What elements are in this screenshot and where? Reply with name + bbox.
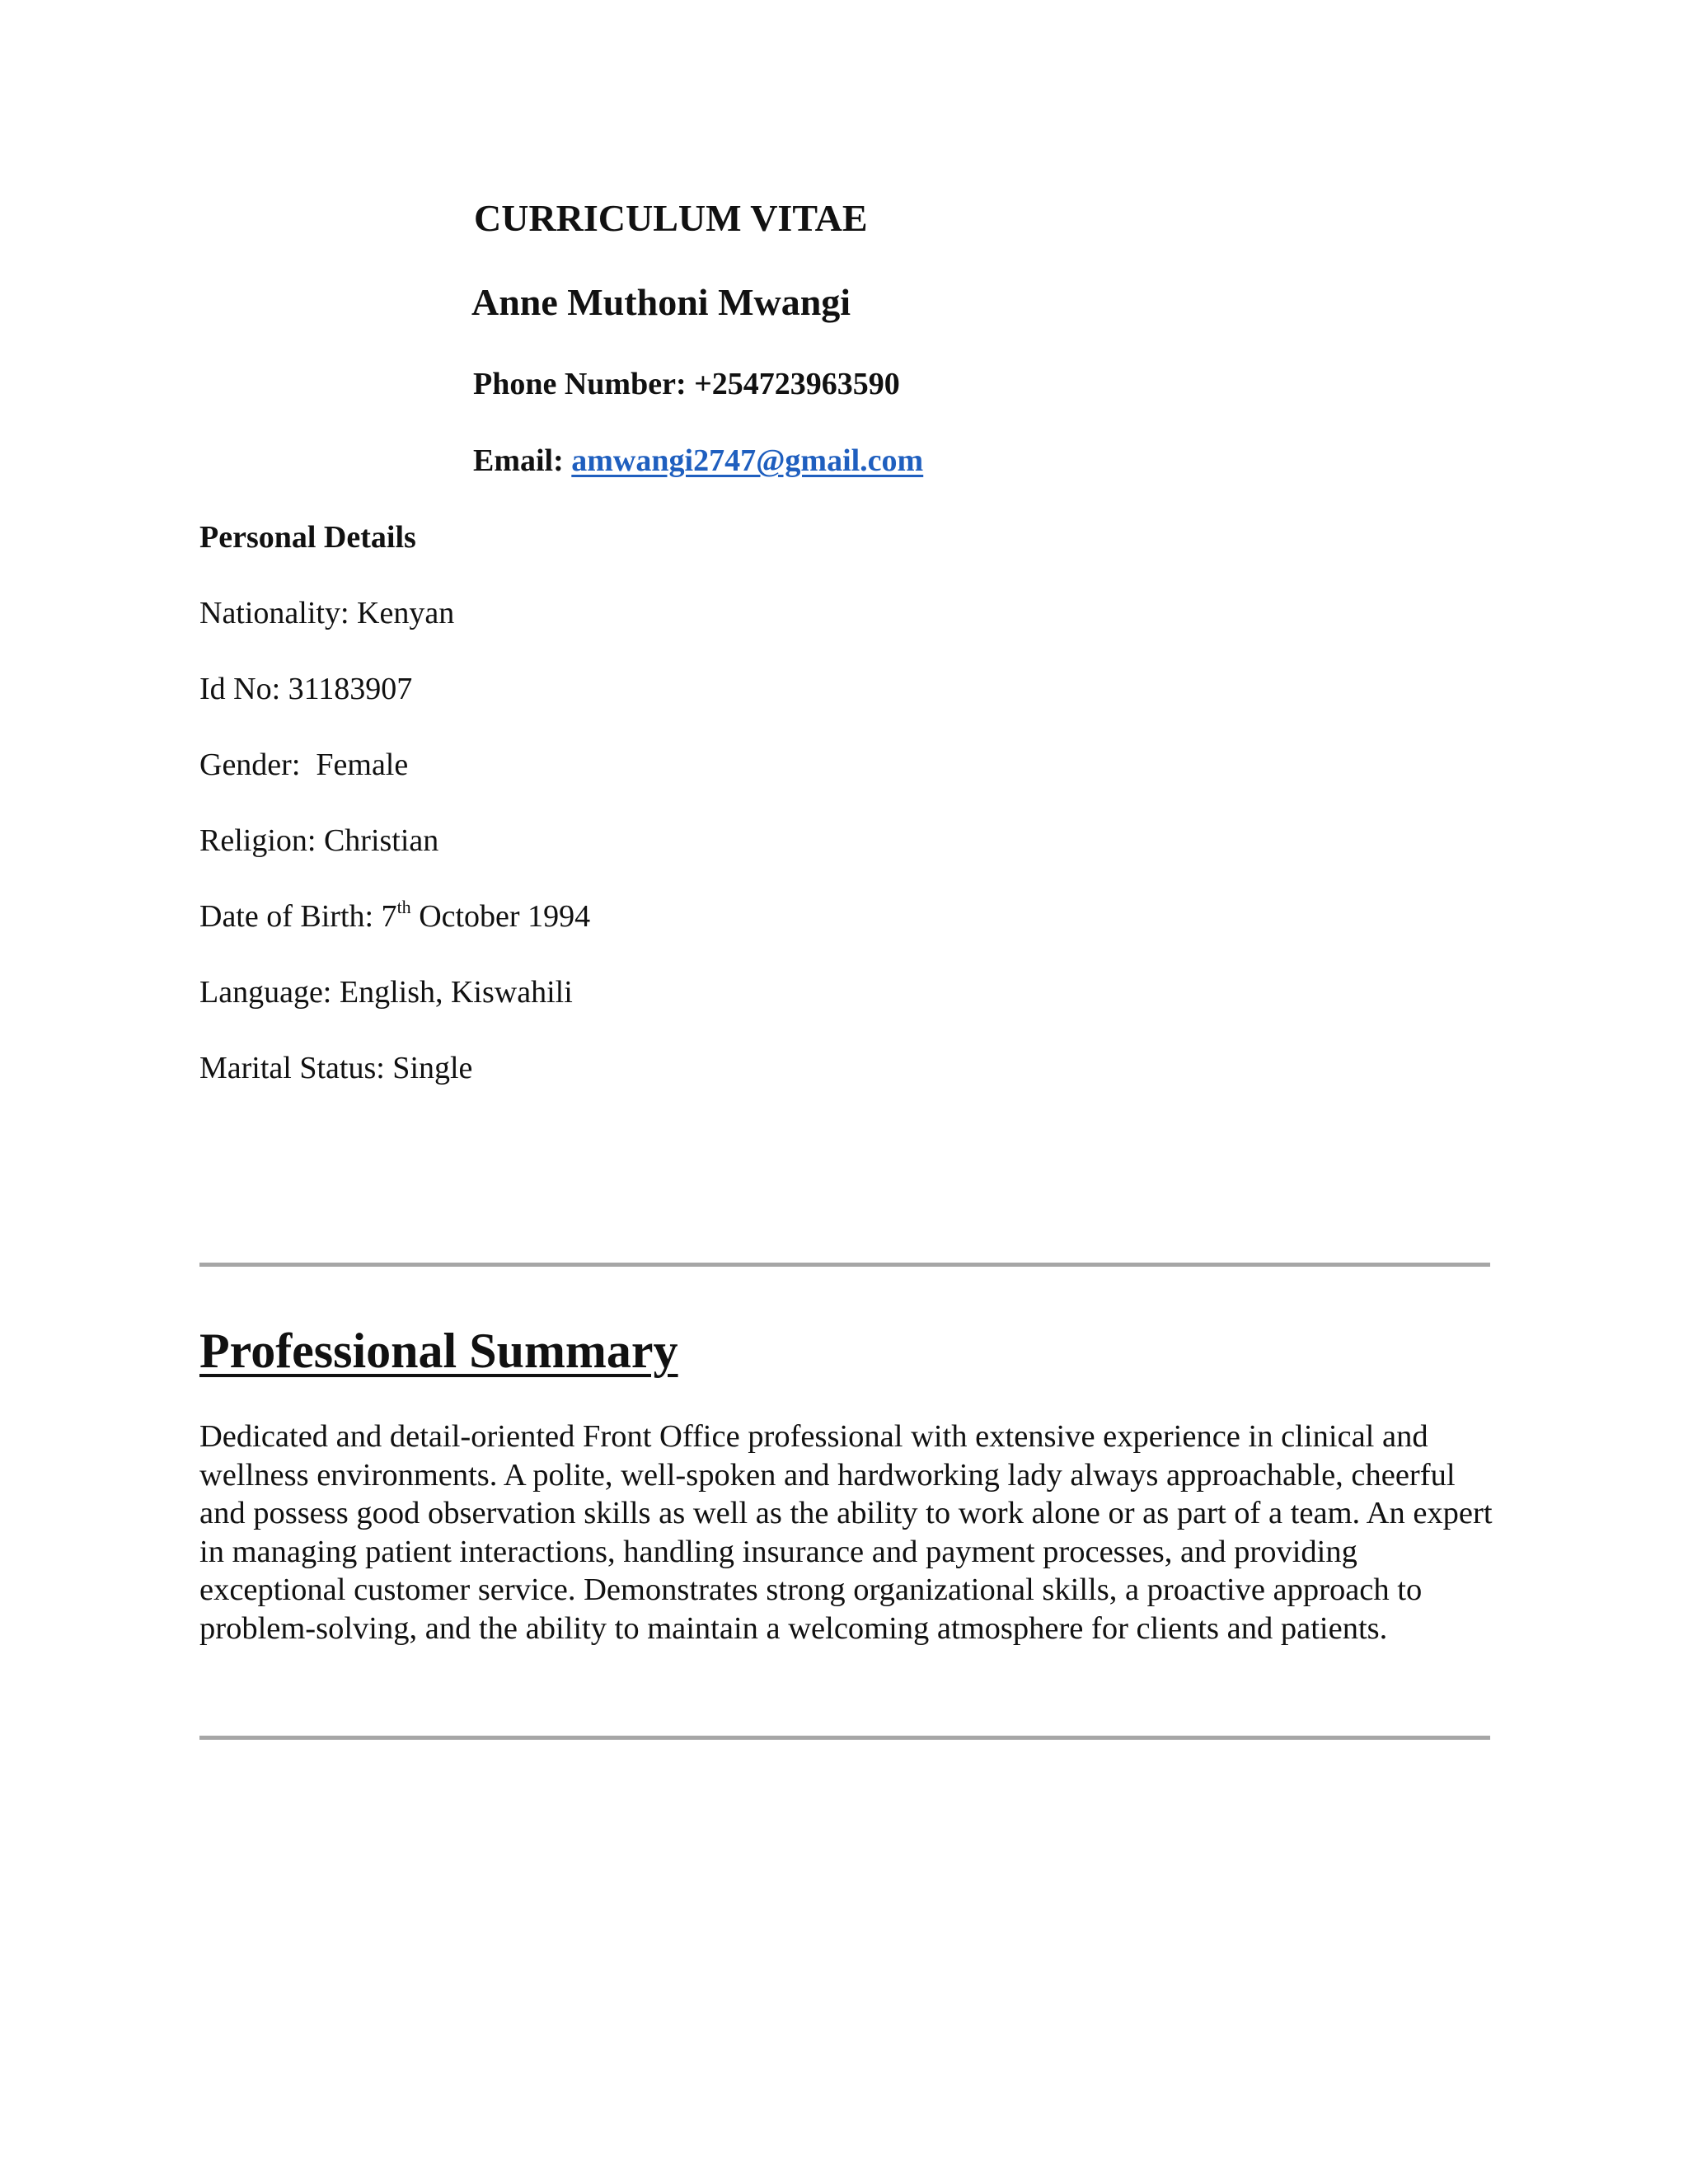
id-number-row: Id No: 31183907 — [199, 672, 413, 706]
dob-rest: October 1994 — [410, 899, 591, 934]
religion-row: Religion: Christian — [199, 823, 439, 858]
section-divider — [199, 1263, 1490, 1267]
date-of-birth-row — [199, 898, 590, 935]
phone-line — [473, 366, 900, 402]
email-link[interactable]: amwangi2747@gmail.com — [571, 443, 924, 478]
marital-status-row: Marital Status: Single — [199, 1051, 473, 1085]
phone-label: Phone Number: — [473, 367, 687, 401]
dob-prefix: Date of Birth: 7 — [199, 899, 397, 934]
personal-details-heading: Personal Details — [199, 520, 416, 555]
phone-number: +254723963590 — [694, 367, 900, 401]
section-divider-bottom — [199, 1736, 1490, 1740]
gender-row: Gender: Female — [199, 748, 409, 782]
professional-summary-text: Dedicated and detail-oriented Front Office professional with extensive experience in clinical and wellness environments. A polite, well-spoken and hardworking lady always approachable, cheerful and possess good observation skills as well as the ability to work alone or as part of a team. An expert in managing patient interactions, handling insurance and payment processes, and providing exceptional customer service. Demonstrates strong organizational skills, a proactive approach to problem-solving, and the ability to maintain a welcoming atmosphere for clients and patients. — [199, 1419, 1493, 1646]
nationality-row: Nationality: Kenyan — [199, 596, 455, 630]
candidate-name: Anne Muthoni Mwangi — [471, 281, 851, 323]
email-label: Email: — [473, 443, 564, 478]
email-line — [473, 443, 923, 479]
dob-ordinal-suffix: th — [396, 897, 411, 917]
document-title: CURRICULUM VITAE — [474, 197, 868, 239]
professional-summary-heading: Professional Summary — [199, 1324, 678, 1378]
language-row: Language: English, Kiswahili — [199, 975, 573, 1010]
